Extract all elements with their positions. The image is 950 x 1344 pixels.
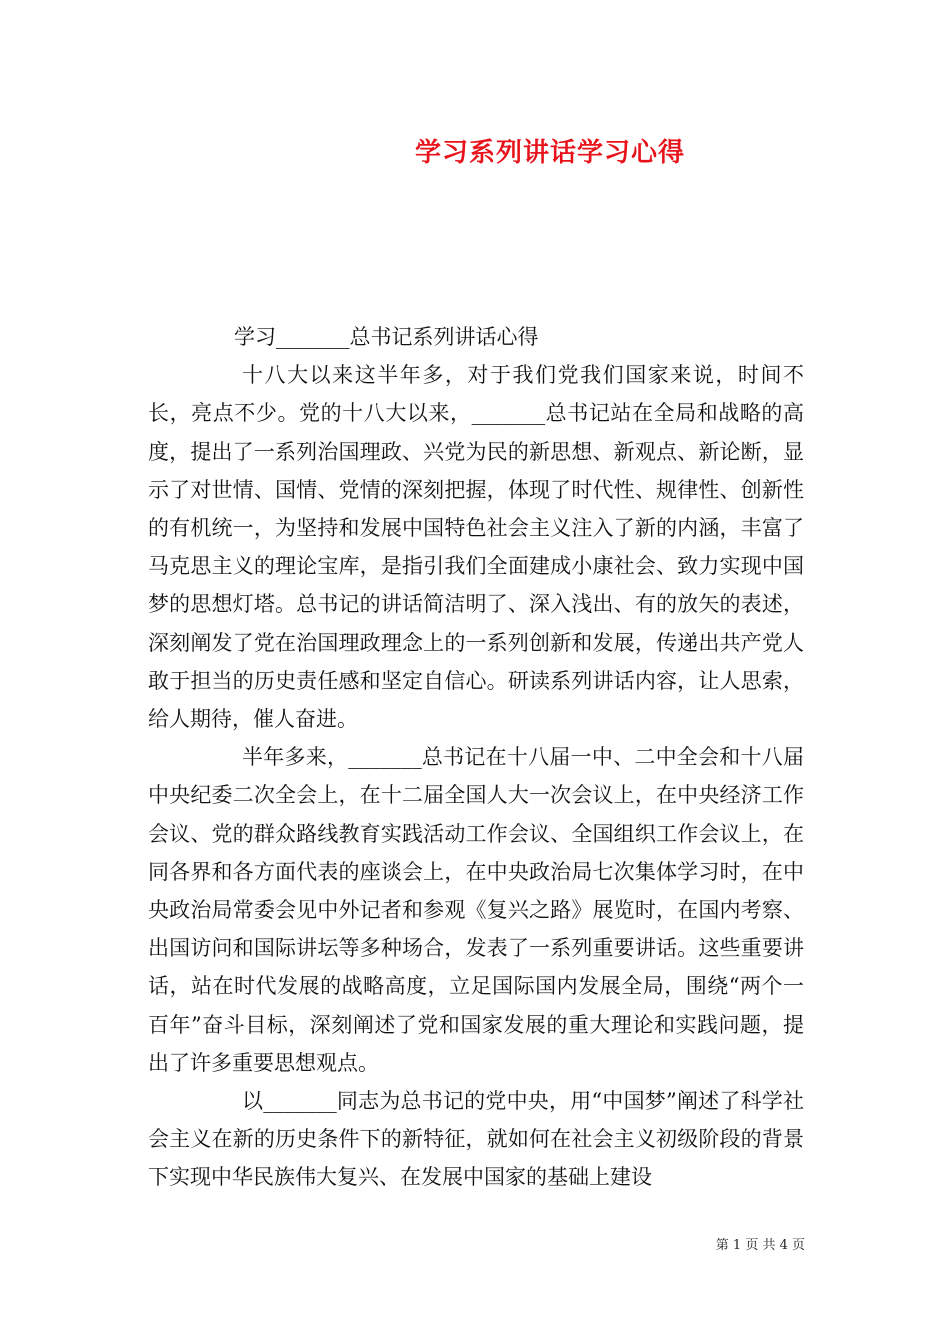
document-subtitle: 学习_______总书记系列讲话心得 [234,325,539,349]
paragraph: 半年多来，_______总书记在十八届一中、二中全会和十八届中央纪委二次全会上，在十二届全国人大一次会议上，在中央经济工作会议、党的群众路线教育实践活动工作会议、全国组织工作会议上，在同各界和各方面代表的座谈会上，在中央政治局七次集体学习时，在中央政治局常委会见中外记者和参观《复兴之路》展览时，在国内考察、出国访问和国际讲坛等多种场合，发表了一系列重要讲话。这些重要讲话，站在时代发展的战略高度，立足国际国内发展全局，围绕“两个一百年”奋斗目标，深刻阐述了党和国家发展的重大理论和实践问题，提出了许多重要思想观点。 [148,745,804,1075]
page-number-footer: 第 1 页 共 4 页 [715,1238,805,1253]
paragraph: 十八大以来这半年多，对于我们党我们国家来说，时间不长，亮点不少。党的十八大以来，_______总书记站在全局和战略的高度，提出了一系列治国理政、兴党为民的新思想、新观点、新论断，显示了对世情、国情、党情的深刻把握，体现了时代性、规律性、创新性的有机统一，为坚持和发展中国特色社会主义注入了新的内涵，丰富了马克思主义的理论宝库，是指引我们全面建成小康社会、致力实现中国梦的思想灯塔。总书记的讲话简洁明了、深入浅出、有的放矢的表述，深刻阐发了党在治国理政理念上的一系列创新和发展，传递出共产党人敢于担当的历史责任感和坚定自信心。研读系列讲话内容，让人思索，给人期待，催人奋进。 [148,363,804,732]
paragraph: 以_______同志为总书记的党中央，用“中国梦”阐述了科学社会主义在新的历史条件下的新特征，就如何在社会主义初级阶段的背景下实现中华民族伟大复兴、在发展中国家的基础上建设 [148,1089,804,1190]
document-body [148,318,804,1197]
document-title: 学习系列讲话学习心得 [414,138,685,168]
